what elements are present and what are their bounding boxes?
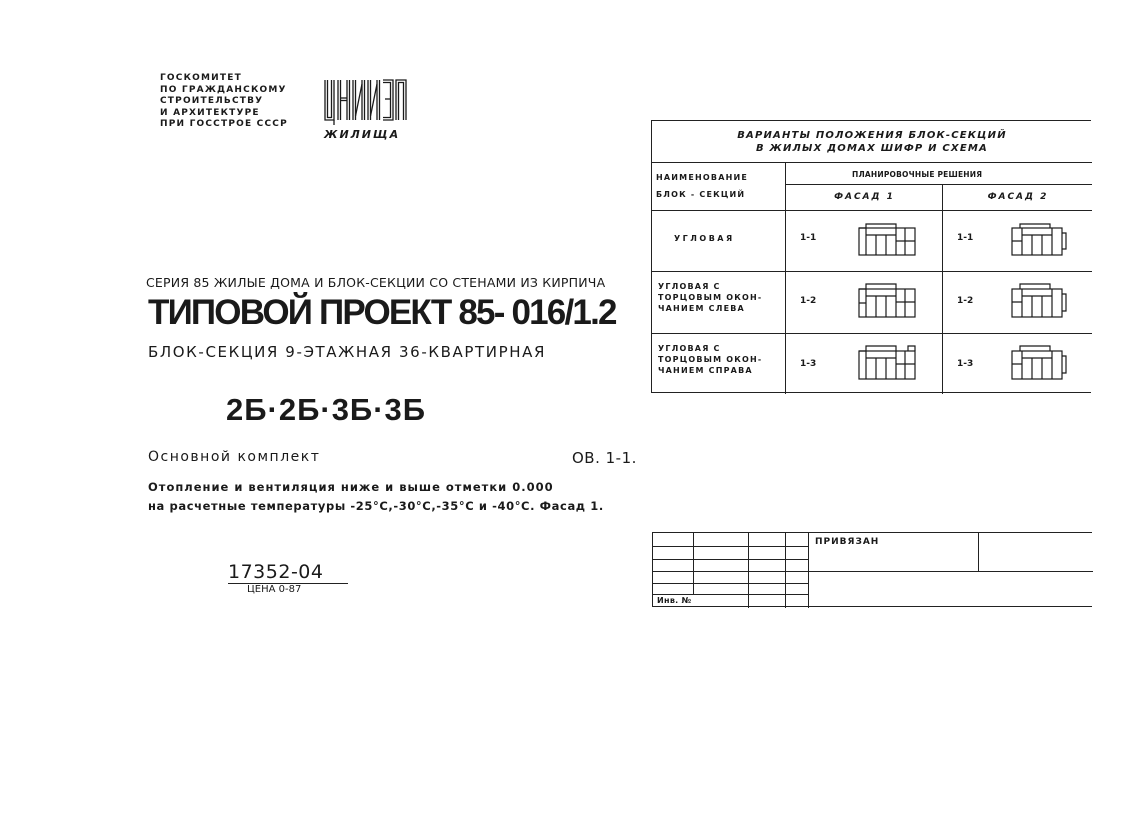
column-header-name <box>656 172 748 200</box>
block-scheme-icon <box>1008 283 1068 319</box>
logo-letters-graphic <box>322 76 408 128</box>
table-divider <box>785 184 1092 185</box>
block-scheme-icon <box>858 223 918 257</box>
column-header-name-line: НАИМЕНОВАНИЕ <box>656 173 749 182</box>
column-header-facade-2: ФАСАД 2 <box>987 192 1049 202</box>
row-name: УГЛОВАЯ <box>674 234 735 243</box>
description-line-1: Отопление и вентиляция ниже и выше отметки 0.000 <box>148 480 554 494</box>
catalog-number: 17352-04 <box>228 561 348 584</box>
row-name-line: ЧАНИЕМ СЛЕВА <box>658 304 745 313</box>
row-name-line: УГЛОВАЯ С <box>658 344 721 353</box>
row-code-facade-2: 1-1 <box>957 233 974 243</box>
row-name-line: УГЛОВАЯ С <box>658 282 721 291</box>
org-line: ПО ГРАЖДАНСКОМУ <box>160 84 287 95</box>
logo-subtitle: ЖИЛИЩА <box>324 128 401 141</box>
project-title: ТИПОВОЙ ПРОЕКТ 85- 016/1.2 <box>148 293 616 332</box>
stamp-bound-label: ПРИВЯЗАН <box>815 537 880 547</box>
stamp-divider <box>748 533 749 608</box>
description-line-2: на расчетные температуры -25°С,-30°С,-35°С и -40°С. Фасад 1. <box>148 499 604 513</box>
row-code-facade-1: 1-3 <box>800 359 817 369</box>
variants-title-line-2: В ЖИЛЫХ ДОМАХ ШИФР И СХЕМА <box>756 143 988 154</box>
block-scheme-icon <box>1008 223 1068 257</box>
block-scheme-icon <box>858 283 918 319</box>
column-header-facade-1: ФАСАД 1 <box>834 192 895 202</box>
stamp-divider <box>653 571 1093 572</box>
org-line: И АРХИТЕКТУРЕ <box>160 107 260 118</box>
table-divider <box>942 184 943 394</box>
table-divider <box>652 333 1092 334</box>
organization-name <box>160 73 310 131</box>
variants-title-line-1: ВАРИАНТЫ ПОЛОЖЕНИЯ БЛОК-СЕКЦИЙ <box>737 130 1007 141</box>
stamp-divider <box>785 533 786 608</box>
org-line: ПРИ ГОССТРОЕ СССР <box>160 119 288 129</box>
price-label: ЦЕНА 0-87 <box>247 584 302 595</box>
column-header-name-line: БЛОК - СЕКЦИЙ <box>656 190 746 199</box>
kit-label: Основной комплект <box>148 449 321 465</box>
title-stamp <box>652 532 1092 607</box>
row-code-facade-1: 1-1 <box>800 233 817 243</box>
project-subtitle: БЛОК-СЕКЦИЯ 9-ЭТАЖНАЯ 36-КВАРТИРНАЯ <box>148 343 546 361</box>
row-name-line: ТОРЦОВЫМ ОКОН- <box>658 293 763 302</box>
block-scheme-icon <box>858 345 918 381</box>
row-name-line: ТОРЦОВЫМ ОКОН- <box>658 355 763 364</box>
column-header-plan: ПЛАНИРОВОЧНЫЕ РЕШЕНИЯ <box>852 170 983 179</box>
table-divider <box>652 271 1092 272</box>
row-code-facade-2: 1-2 <box>957 296 974 306</box>
sheet-code: ОВ. 1-1. <box>572 449 637 467</box>
row-code-facade-1: 1-2 <box>800 296 817 306</box>
row-name-line: ЧАНИЕМ СПРАВА <box>658 366 753 375</box>
institute-logo <box>322 76 408 132</box>
variants-table-header <box>652 121 1092 163</box>
org-line: ГОСКОМИТЕТ <box>160 73 242 83</box>
row-code-facade-2: 1-3 <box>957 359 974 369</box>
stamp-divider <box>693 533 694 594</box>
stamp-divider <box>978 533 979 571</box>
table-divider <box>652 210 1092 211</box>
org-line: СТРОИТЕЛЬСТВУ <box>160 96 264 106</box>
series-line: СЕРИЯ 85 ЖИЛЫЕ ДОМА И БЛОК-СЕКЦИИ СО СТЕНАМИ ИЗ КИРПИЧА <box>146 275 606 290</box>
block-scheme-icon <box>1008 345 1068 381</box>
section-codes: 2Б·2Б·3Б·3Б <box>226 392 427 427</box>
stamp-inventory-label: Инв. № <box>657 596 692 605</box>
table-divider <box>785 162 786 394</box>
stamp-divider <box>808 533 809 608</box>
row-name <box>658 281 762 314</box>
row-name <box>658 343 762 376</box>
variants-table <box>651 120 1091 393</box>
